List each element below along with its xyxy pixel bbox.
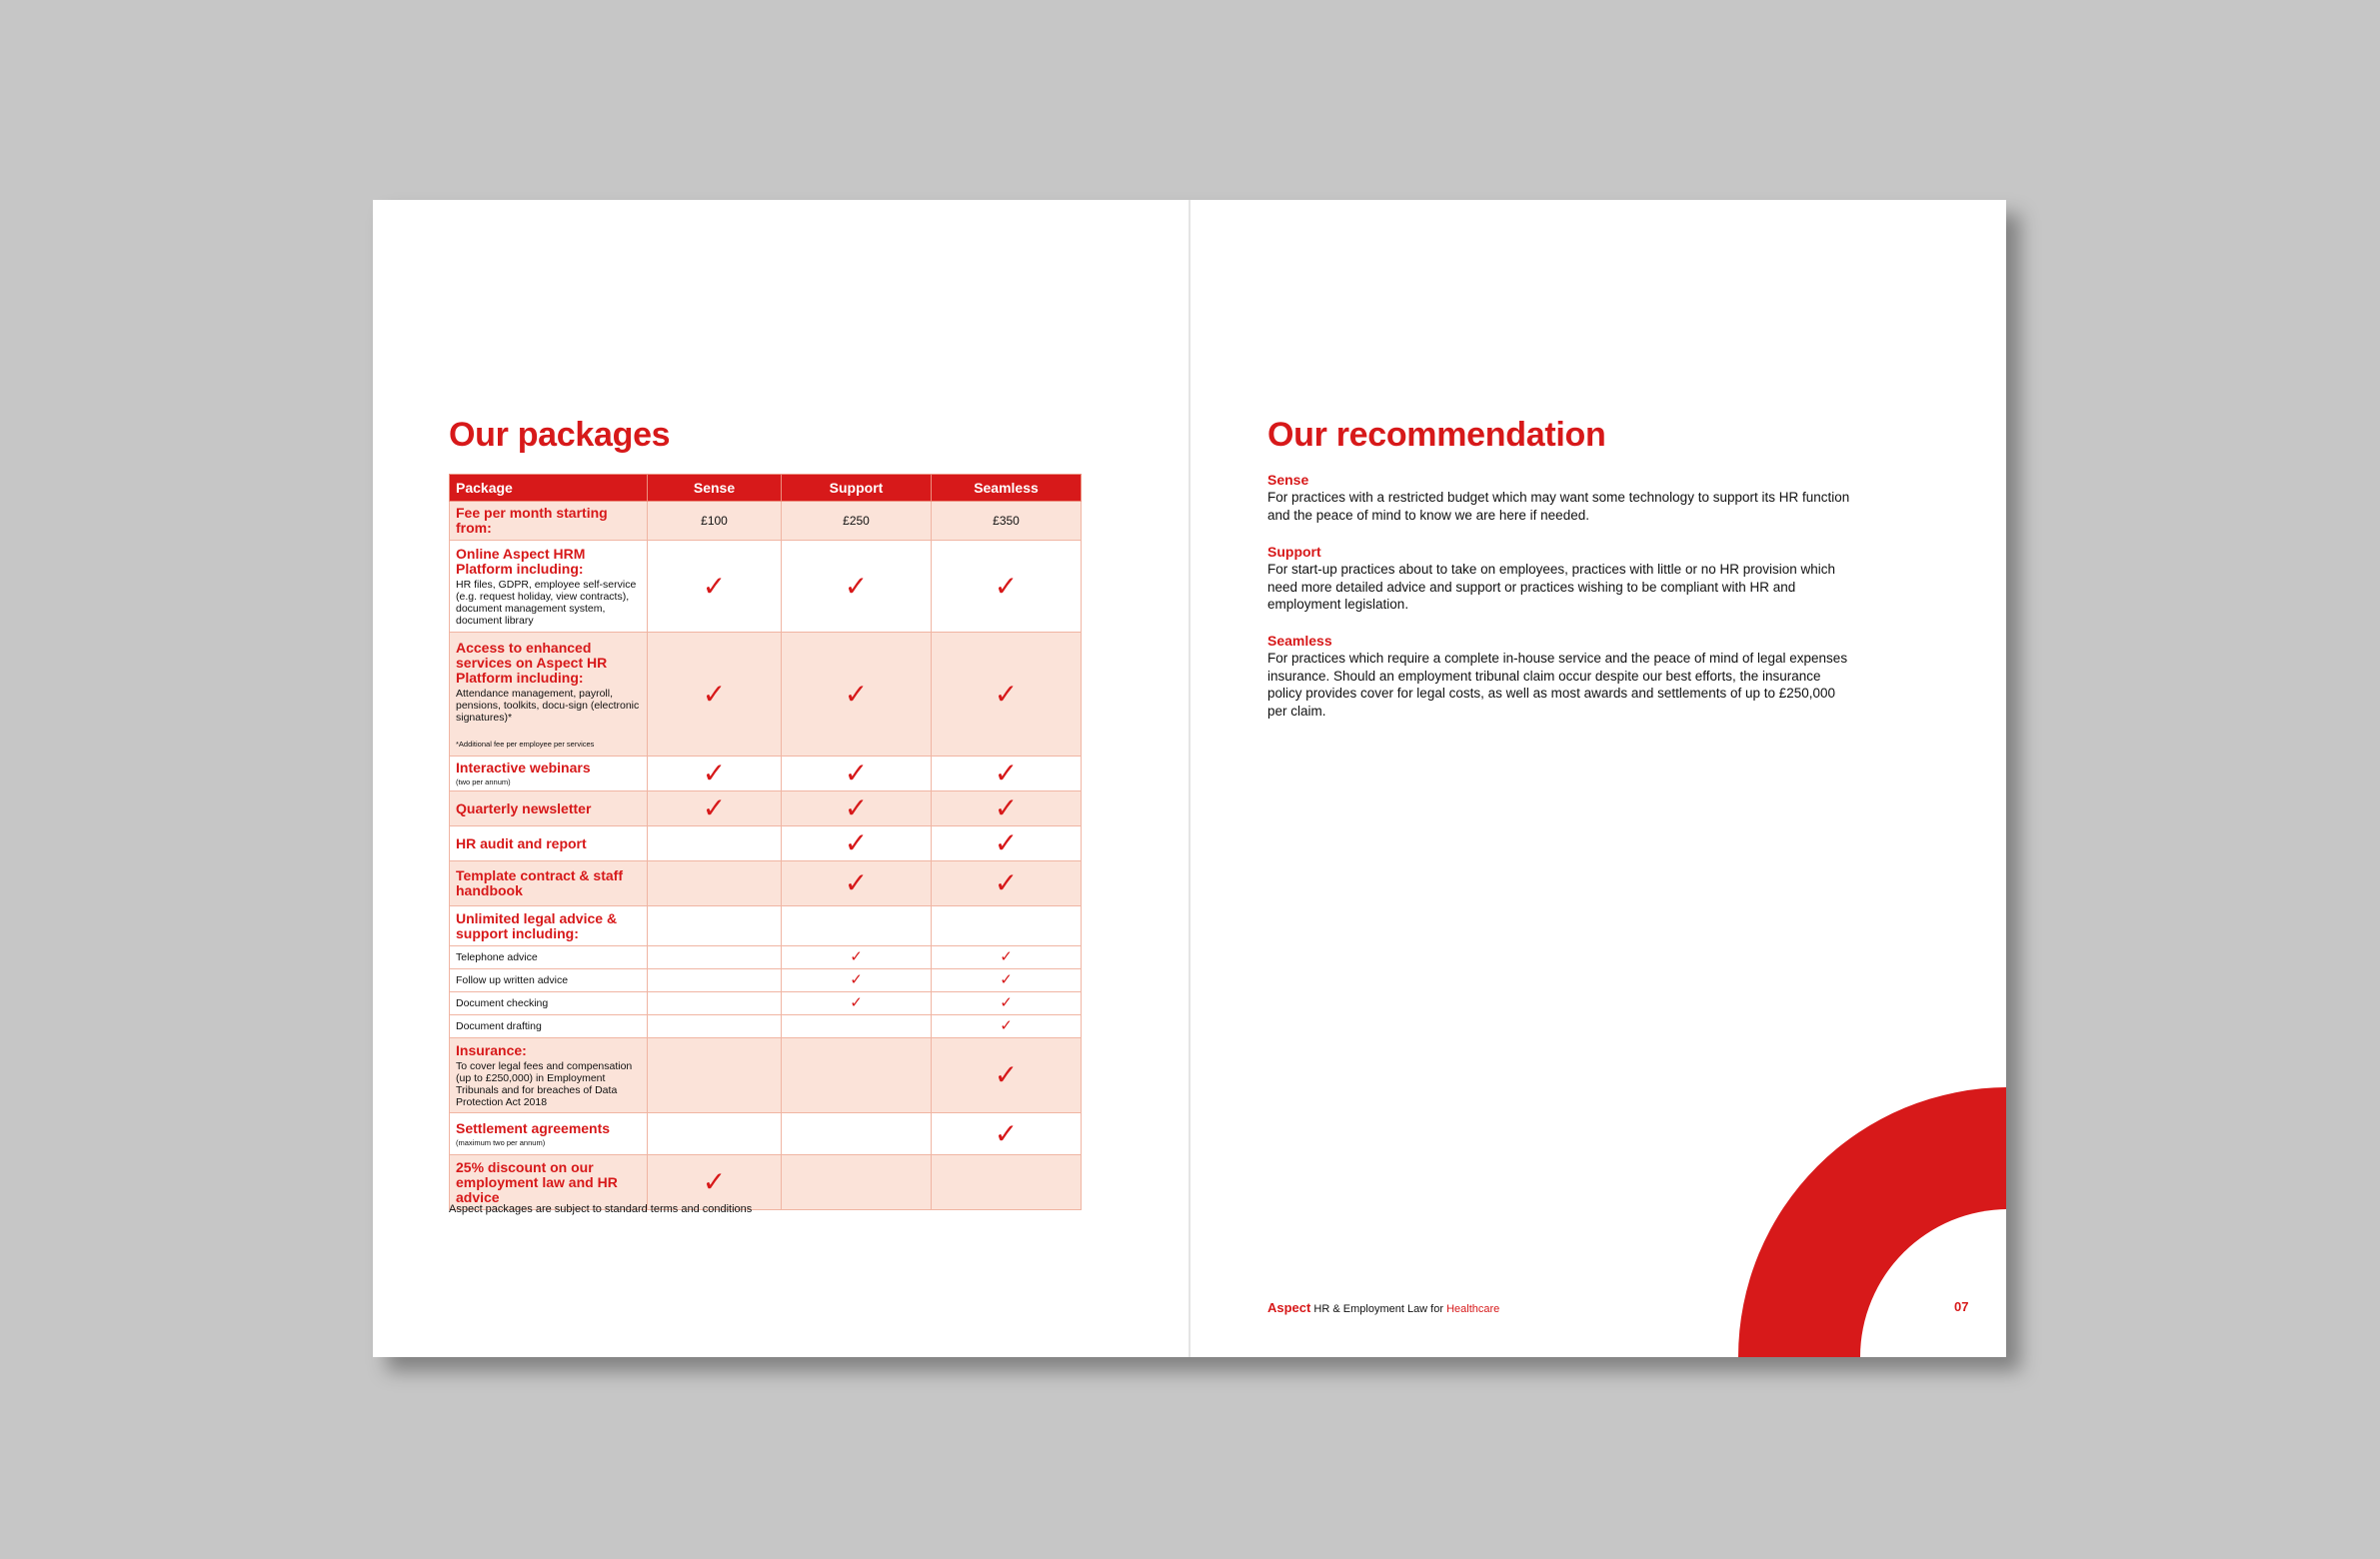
row-description: HR files, GDPR, employee self-service (e.g. request holiday, view contracts), document management system, document library <box>456 578 637 627</box>
row-label: Settlement agreements <box>456 1119 611 1136</box>
check-icon: ✓ <box>932 757 1082 791</box>
check-icon: ✓ <box>782 861 932 906</box>
page-footer <box>1267 1300 1499 1315</box>
row-description: Attendance management, payroll, pensions, toolkits, docu-sign (electronic signatures)* <box>456 687 640 724</box>
row-label: 25% discount on our employment law and HR advice <box>456 1158 618 1205</box>
legal-sub-row <box>450 1015 1082 1038</box>
table-row <box>450 791 1082 826</box>
fee-label: Fee per month starting from: <box>456 505 608 536</box>
check-icon <box>782 1155 932 1210</box>
legal-header-row <box>450 906 1082 946</box>
check-icon: ✓ <box>932 969 1082 992</box>
footer-highlight: Healthcare <box>1446 1303 1500 1315</box>
legal-sub-row <box>450 992 1082 1015</box>
check-icon: ✓ <box>932 1038 1082 1113</box>
check-icon: ✓ <box>782 969 932 992</box>
row-micro-note: (two per annum) <box>456 778 511 786</box>
recommendation-support <box>1267 544 1857 614</box>
table-row <box>450 826 1082 861</box>
row-label: Interactive webinars <box>456 760 591 776</box>
check-icon: ✓ <box>782 633 932 757</box>
fee-sense: £100 <box>648 502 782 541</box>
check-icon: ✓ <box>932 992 1082 1015</box>
table-row <box>450 1038 1082 1113</box>
recommendation-sense <box>1267 472 1857 524</box>
recommendation-text: For start-up practices about to take on employees, practices with little or no HR provision which need more detailed advice and support or practices wishing to be compliant with HR and employment legislation. <box>1267 562 1836 612</box>
check-icon: ✓ <box>648 1155 782 1210</box>
check-icon: ✓ <box>648 633 782 757</box>
packages-title: Our packages <box>449 416 671 454</box>
check-icon: ✓ <box>782 541 932 633</box>
check-icon <box>932 1155 1082 1210</box>
check-icon <box>648 969 782 992</box>
check-icon: ✓ <box>932 1015 1082 1038</box>
row-label: Insurance: <box>456 1041 527 1058</box>
check-icon: ✓ <box>932 1113 1082 1155</box>
check-icon <box>648 1038 782 1113</box>
row-label: Template contract & staff handbook <box>456 867 623 898</box>
check-icon <box>782 1015 932 1038</box>
header-seamless: Seamless <box>932 475 1082 502</box>
row-footnote: *Additional fee per employee per services <box>456 739 595 749</box>
fee-support: £250 <box>782 502 932 541</box>
footer-text: HR & Employment Law for <box>1313 1303 1444 1315</box>
header-support: Support <box>782 475 932 502</box>
check-icon: ✓ <box>782 992 932 1015</box>
header-sense: Sense <box>648 475 782 502</box>
fee-row <box>450 502 1082 541</box>
page-fold <box>1189 200 1190 1357</box>
recommendation-title: Our recommendation <box>1267 416 1606 454</box>
sub-row-label: Document drafting <box>450 1015 648 1038</box>
row-description: To cover legal fees and compensation (up to £250,000) in Employment Tribunals and for breaches of Data Protection Act 2018 <box>456 1059 633 1108</box>
check-icon <box>782 1038 932 1113</box>
check-icon: ✓ <box>932 826 1082 861</box>
check-icon: ✓ <box>782 946 932 969</box>
legal-sub-row <box>450 969 1082 992</box>
check-icon: ✓ <box>932 633 1082 757</box>
page-number: 07 <box>1954 1299 1969 1314</box>
check-icon <box>648 1015 782 1038</box>
check-icon: ✓ <box>932 861 1082 906</box>
recommendation-text: For practices which require a complete in-house service and the peace of mind of legal expenses insurance. Should an employment tribunal claim occur despite our best efforts, the insurance policy provides cover for legal costs, as well as most awards and settlements of up to £250,000 per claim. <box>1267 651 1848 719</box>
row-label: Access to enhanced services on Aspect HR Platform including: <box>456 639 608 686</box>
check-icon: ✓ <box>648 757 782 791</box>
sub-row-label: Follow up written advice <box>450 969 648 992</box>
check-icon <box>648 826 782 861</box>
check-icon <box>648 946 782 969</box>
check-icon: ✓ <box>782 826 932 861</box>
row-label: Online Aspect HRM Platform including: <box>456 545 586 577</box>
check-icon <box>648 992 782 1015</box>
recommendation-seamless <box>1267 633 1857 720</box>
row-micro-note: (maximum two per annum) <box>456 1137 546 1147</box>
row-label: Unlimited legal advice & support including: <box>456 909 618 941</box>
table-row <box>450 861 1082 906</box>
fee-seamless: £350 <box>932 502 1082 541</box>
check-icon: ✓ <box>648 791 782 826</box>
check-icon: ✓ <box>648 541 782 633</box>
header-package: Package <box>450 475 648 502</box>
check-icon <box>648 1113 782 1155</box>
packages-table <box>449 474 1082 1210</box>
table-row <box>450 633 1082 757</box>
recommendation-heading: Support <box>1267 544 1321 560</box>
table-row <box>450 1113 1082 1155</box>
terms-note: Aspect packages are subject to standard terms and conditions <box>449 1203 753 1215</box>
table-row <box>450 541 1082 633</box>
check-icon: ✓ <box>932 946 1082 969</box>
check-icon: ✓ <box>782 791 932 826</box>
check-icon <box>782 1113 932 1155</box>
recommendation-text: For practices with a restricted budget which may want some technology to support its HR function and the peace of mind to know we are here if needed. <box>1267 490 1850 523</box>
check-icon: ✓ <box>932 791 1082 826</box>
check-icon <box>648 861 782 906</box>
row-label: Quarterly newsletter <box>456 799 592 816</box>
footer-brand: Aspect <box>1267 1300 1311 1315</box>
recommendation-heading: Sense <box>1267 472 1309 488</box>
row-label: HR audit and report <box>456 834 587 851</box>
table-row <box>450 1155 1082 1210</box>
recommendation-heading: Seamless <box>1267 633 1332 649</box>
check-icon: ✓ <box>782 757 932 791</box>
legal-sub-row <box>450 946 1082 969</box>
sub-row-label: Telephone advice <box>450 946 648 969</box>
brochure-spread <box>373 200 2006 1357</box>
table-header-row <box>450 475 1082 502</box>
check-icon: ✓ <box>932 541 1082 633</box>
sub-row-label: Document checking <box>450 992 648 1015</box>
table-row <box>450 757 1082 791</box>
